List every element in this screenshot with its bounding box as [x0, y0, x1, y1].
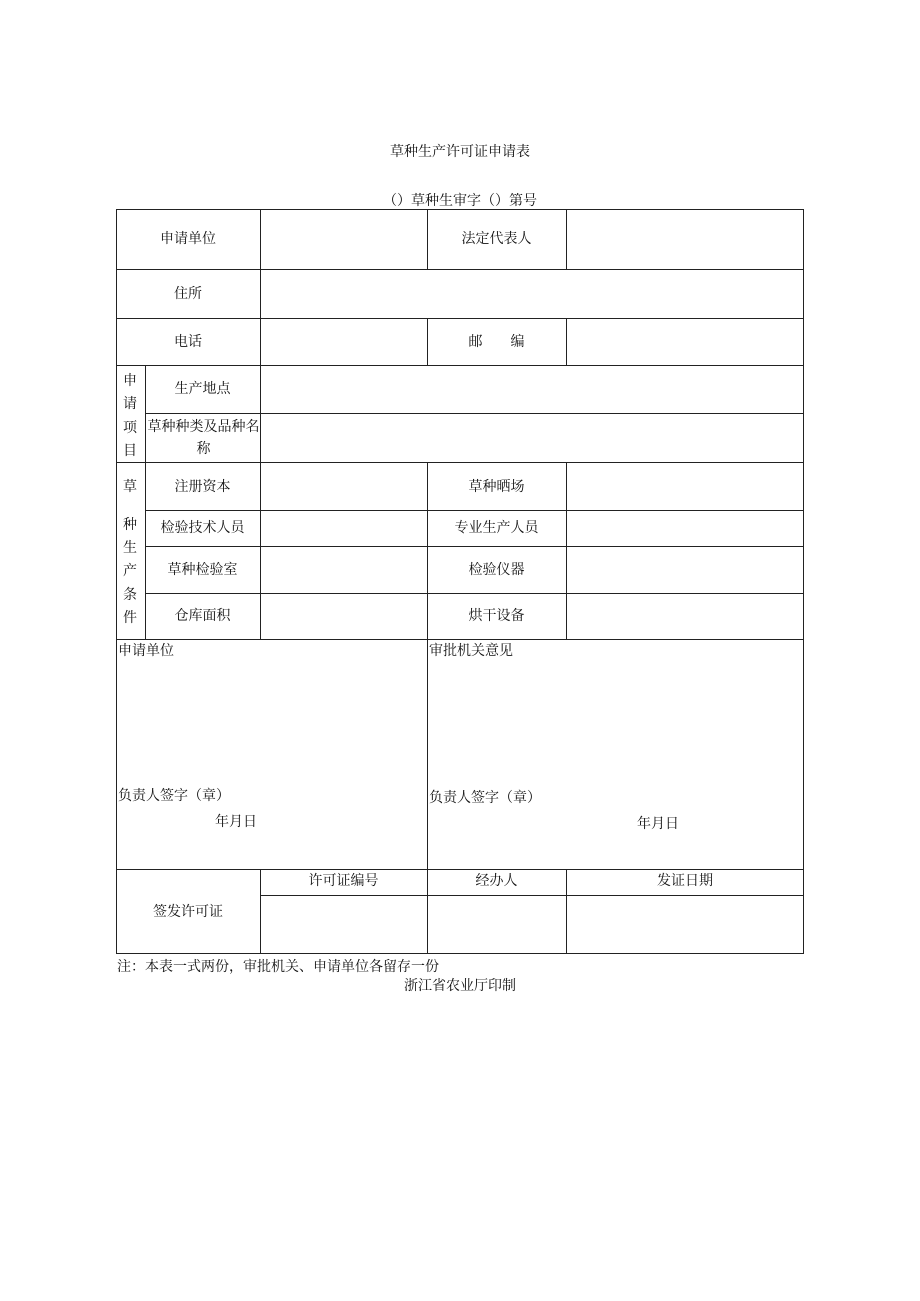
drying-equipment-label: 烘干设备 — [468, 608, 525, 624]
address-field[interactable] — [261, 270, 803, 318]
approval-opinion-heading: 审批机关意见 — [429, 643, 513, 659]
license-number-header: 许可证编号 — [308, 873, 379, 889]
issuer-footer: 浙江省农业厅印制 — [404, 978, 516, 994]
production-staff-field[interactable] — [567, 511, 803, 546]
form-title: 草种生产许可证申请表 — [390, 144, 530, 160]
project-label-char: 项 — [123, 420, 137, 436]
inspection-staff-label: 检验技术人员 — [160, 520, 245, 536]
postcode-label: 邮 编 — [468, 334, 525, 350]
applicant-opinion-heading: 申请单位 — [118, 643, 174, 659]
applicant-date-label: 年月日 — [215, 814, 257, 830]
conditions-label-char: 生 — [123, 540, 137, 556]
production-site-label: 生产地点 — [174, 381, 231, 397]
applicant-field[interactable] — [261, 210, 427, 269]
inspection-lab-field[interactable] — [261, 547, 427, 593]
conditions-label-char: 件 — [123, 610, 137, 626]
phone-label: 电话 — [174, 334, 202, 350]
project-label-char: 申 — [123, 373, 137, 389]
inspection-staff-field[interactable] — [261, 511, 427, 546]
registered-capital-field[interactable] — [261, 463, 427, 510]
conditions-label-char: 草 — [123, 479, 137, 495]
issue-license-label: 签发许可证 — [153, 904, 223, 920]
project-label-char: 目 — [123, 443, 137, 459]
production-staff-label: 专业生产人员 — [454, 520, 539, 536]
conditions-label-char: 产 — [123, 563, 137, 579]
drying-yard-field[interactable] — [567, 463, 803, 510]
inspection-lab-label: 草种检验室 — [167, 562, 238, 578]
approval-date-label: 年月日 — [637, 816, 679, 832]
project-label-char: 请 — [123, 396, 137, 412]
registered-capital-label: 注册资本 — [174, 479, 231, 495]
address-label: 住所 — [174, 286, 202, 302]
variety-name-label: 草种种类及品种名称 — [147, 419, 260, 457]
production-site-field[interactable] — [261, 366, 803, 413]
handler-header: 经办人 — [475, 873, 518, 889]
drying-equipment-field[interactable] — [567, 594, 803, 639]
postcode-field[interactable] — [567, 319, 803, 365]
warehouse-area-label: 仓库面积 — [174, 608, 231, 624]
conditions-label-char: 种 — [123, 517, 137, 533]
inspection-instrument-field[interactable] — [567, 547, 803, 593]
variety-name-field[interactable] — [261, 414, 803, 462]
applicant-label: 申请单位 — [160, 231, 216, 247]
issue-date-field[interactable] — [567, 896, 803, 953]
license-number-field[interactable] — [261, 896, 427, 953]
form-note: 注：本表一式两份，审批机关、申请单位各留存一份 — [117, 959, 439, 975]
drying-yard-label: 草种晒场 — [468, 479, 525, 495]
document-number: （）草种生审字（）第号 — [383, 193, 537, 209]
phone-field[interactable] — [261, 319, 427, 365]
issue-date-header: 发证日期 — [657, 873, 713, 889]
application-form-table — [116, 209, 804, 954]
conditions-label-char: 条 — [123, 587, 137, 603]
handler-field[interactable] — [428, 896, 566, 953]
inspection-instrument-label: 检验仪器 — [468, 562, 525, 578]
legal-rep-label: 法定代表人 — [461, 231, 532, 247]
approval-sign-label: 负责人签字（章） — [429, 790, 541, 806]
legal-rep-field[interactable] — [567, 210, 803, 269]
applicant-sign-label: 负责人签字（章） — [118, 788, 230, 804]
warehouse-area-field[interactable] — [261, 594, 427, 639]
